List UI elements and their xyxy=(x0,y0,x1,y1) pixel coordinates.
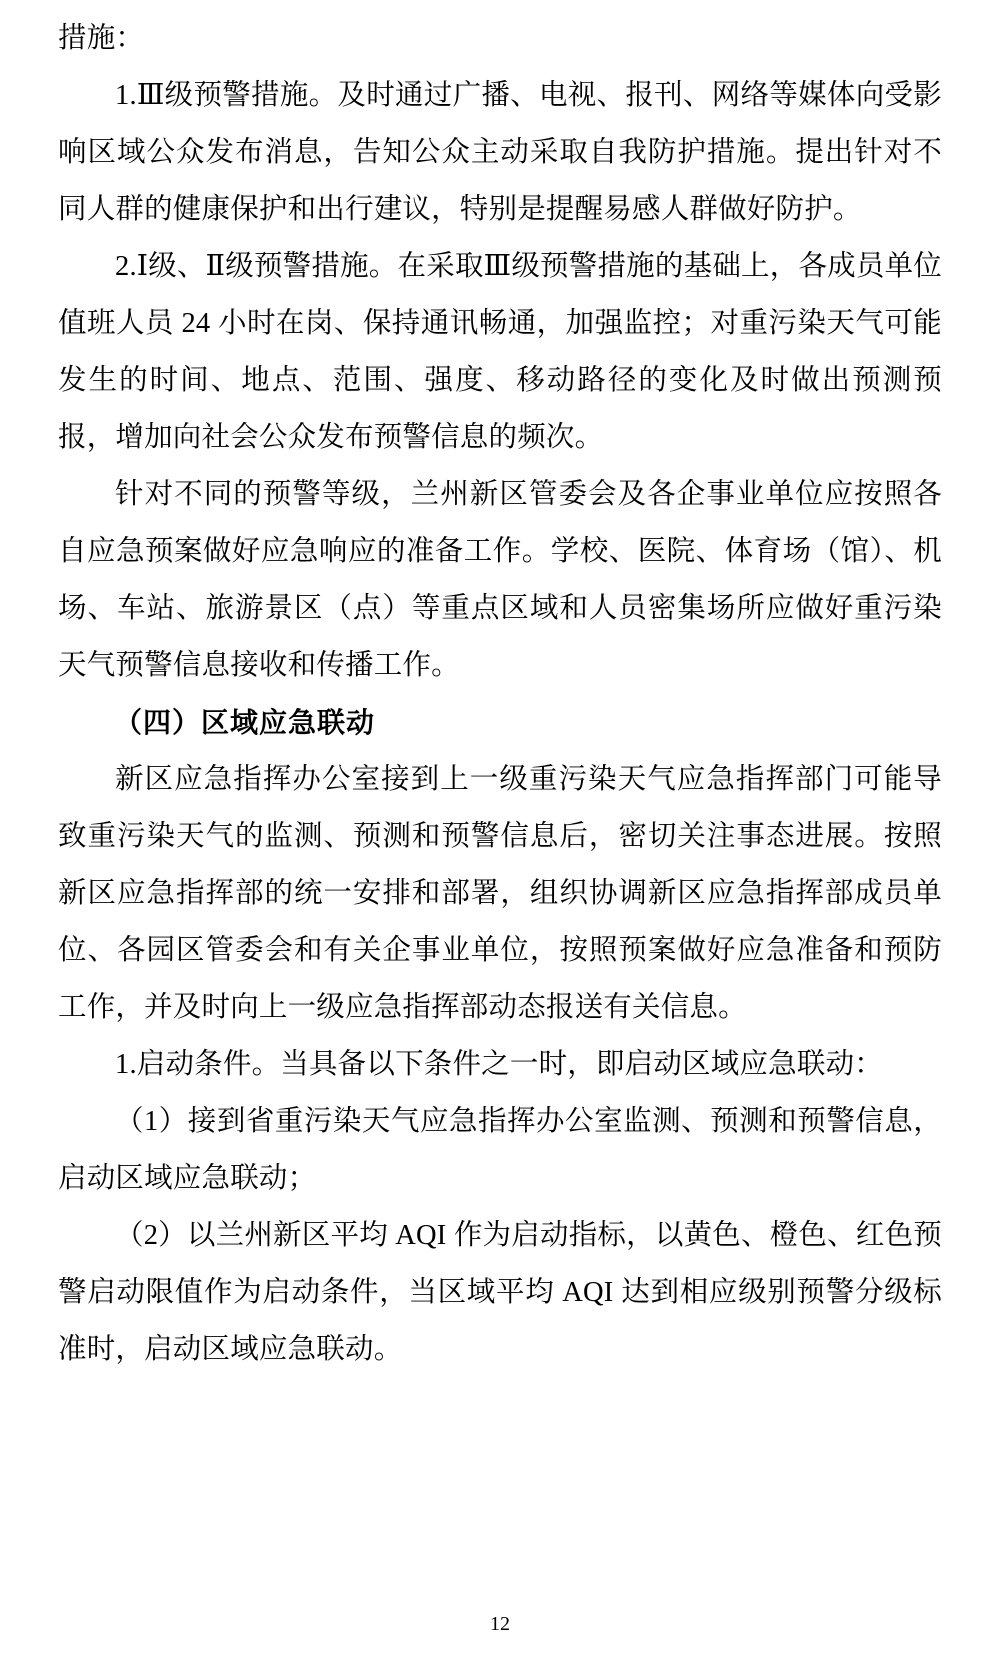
paragraph-measures-lead: 措施： xyxy=(58,23,145,54)
paragraph-startup-conditions: 1.启动条件。当具备以下条件之一时，即启动区域应急联动： xyxy=(115,1049,883,1080)
document-body xyxy=(58,10,942,1378)
paragraph-regional-linkage-intro: 新区应急指挥办公室接到上一级重污染天气应急指挥部门可能导致重污染天气的监测、预测和预警信息后，密切关注事态进展。按照新区应急指挥部的统一安排和部署，组织协调新区应急指挥部成员单位、各园区管委会和有关企事业单位，按照预案做好应急准备和预防工作，并及时向上一级应急指挥部动态报送有关信息。 xyxy=(58,764,942,1023)
paragraph-warning-levels-response: 针对不同的预警等级，兰州新区管委会及各企事业单位应按照各自应急预案做好应急响应的准备工作。学校、医院、体育场（馆）、机场、车站、旅游景区（点）等重点区域和人员密集场所应做好重污染天气预警信息接收和传播工作。 xyxy=(58,479,942,681)
paragraph-condition-1: （1）接到省重污染天气应急指挥办公室监测、预测和预警信息，启动区域应急联动； xyxy=(58,1106,942,1194)
page-number: 12 xyxy=(490,1613,510,1635)
paragraph-level-1-2-measures: 2.Ⅰ级、Ⅱ级预警措施。在采取Ⅲ级预警措施的基础上，各成员单位值班人员 24 小时在岗、保持通讯畅通，加强监控；对重污染天气可能发生的时间、地点、范围、强度、移动路径的变化及时做出预测预报，增加向社会公众发布预警信息的频次。 xyxy=(58,251,942,453)
paragraph-condition-2: （2）以兰州新区平均 AQI 作为启动指标，以黄色、橙色、红色预警启动限值作为启动条件，当区域平均 AQI 达到相应级别预警分级标准时，启动区域应急联动。 xyxy=(58,1220,942,1365)
paragraph-level-3-measures: 1.Ⅲ级预警措施。及时通过广播、电视、报刊、网络等媒体向受影响区域公众发布消息，告知公众主动采取自我防护措施。提出针对不同人群的健康保护和出行建议，特别是提醒易感人群做好防护。 xyxy=(58,80,942,225)
section-heading-regional-emergency-linkage: （四）区域应急联动 xyxy=(114,706,376,739)
